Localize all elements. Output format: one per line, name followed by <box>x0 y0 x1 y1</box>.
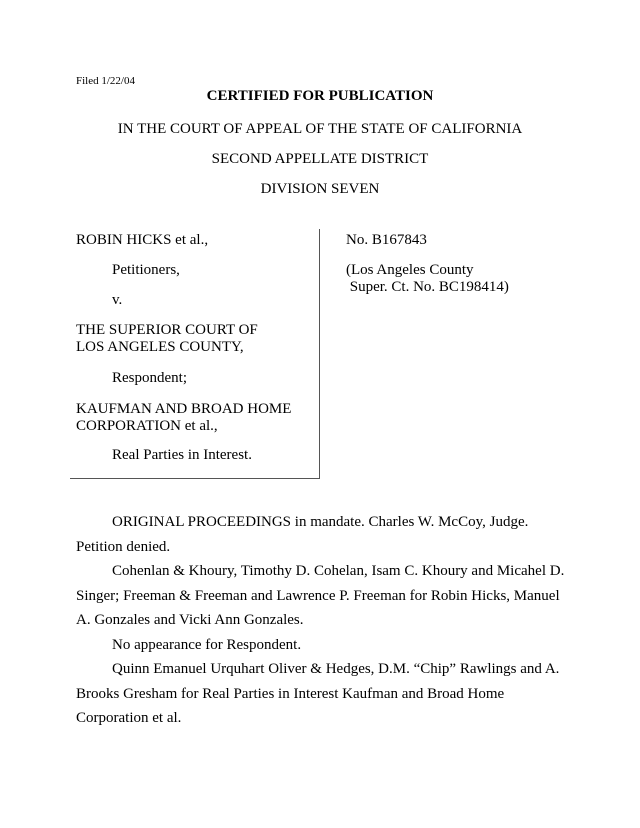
versus: v. <box>112 292 123 308</box>
filed-date: Filed 1/22/04 <box>76 75 135 87</box>
certified-heading: CERTIFIED FOR PUBLICATION <box>206 88 434 104</box>
document-body <box>76 510 566 731</box>
lower-court-line1: (Los Angeles County <box>346 262 474 278</box>
petitioners-name: ROBIN HICKS et al., <box>76 232 209 248</box>
proceedings-paragraph: ORIGINAL PROCEEDINGS in mandate. Charles W. McCoy, Judge. Petition denied. <box>76 514 529 555</box>
caption-vertical-divider <box>319 229 320 478</box>
court-name: IN THE COURT OF APPEAL OF THE STATE OF CALIFORNIA <box>117 121 523 137</box>
respondent-role: Respondent; <box>112 370 187 386</box>
rpi-name-line2: CORPORATION et al., <box>76 418 218 434</box>
rpi-name-line1: KAUFMAN AND BROAD HOME <box>76 401 292 417</box>
lower-court-line2: Super. Ct. No. BC198414) <box>346 279 509 295</box>
district-name: SECOND APPELLATE DISTRICT <box>211 151 429 167</box>
caption-horizontal-divider <box>70 478 320 479</box>
petitioners-role: Petitioners, <box>112 262 180 278</box>
rpi-counsel-paragraph: Quinn Emanuel Urquhart Oliver & Hedges, D.M. “Chip” Rawlings and A. Brooks Gresham for Real Parties in Interest Kaufman and Broad Home Corporation et al. <box>76 661 560 726</box>
respondent-appearance-paragraph: No appearance for Respondent. <box>112 636 302 653</box>
respondent-name-line1: THE SUPERIOR COURT OF <box>76 322 258 338</box>
case-number: No. B167843 <box>346 232 427 248</box>
division-name: DIVISION SEVEN <box>260 181 380 197</box>
respondent-name-line2: LOS ANGELES COUNTY, <box>76 339 244 355</box>
petitioner-counsel-paragraph: Cohenlan & Khoury, Timothy D. Cohelan, Isam C. Khoury and Micahel D. Singer; Freeman & Freeman and Lawrence P. Freeman for Robin Hicks, Manuel A. Gonzales and Vicki Ann Gonzales. <box>76 563 565 628</box>
rpi-role: Real Parties in Interest. <box>112 447 252 463</box>
